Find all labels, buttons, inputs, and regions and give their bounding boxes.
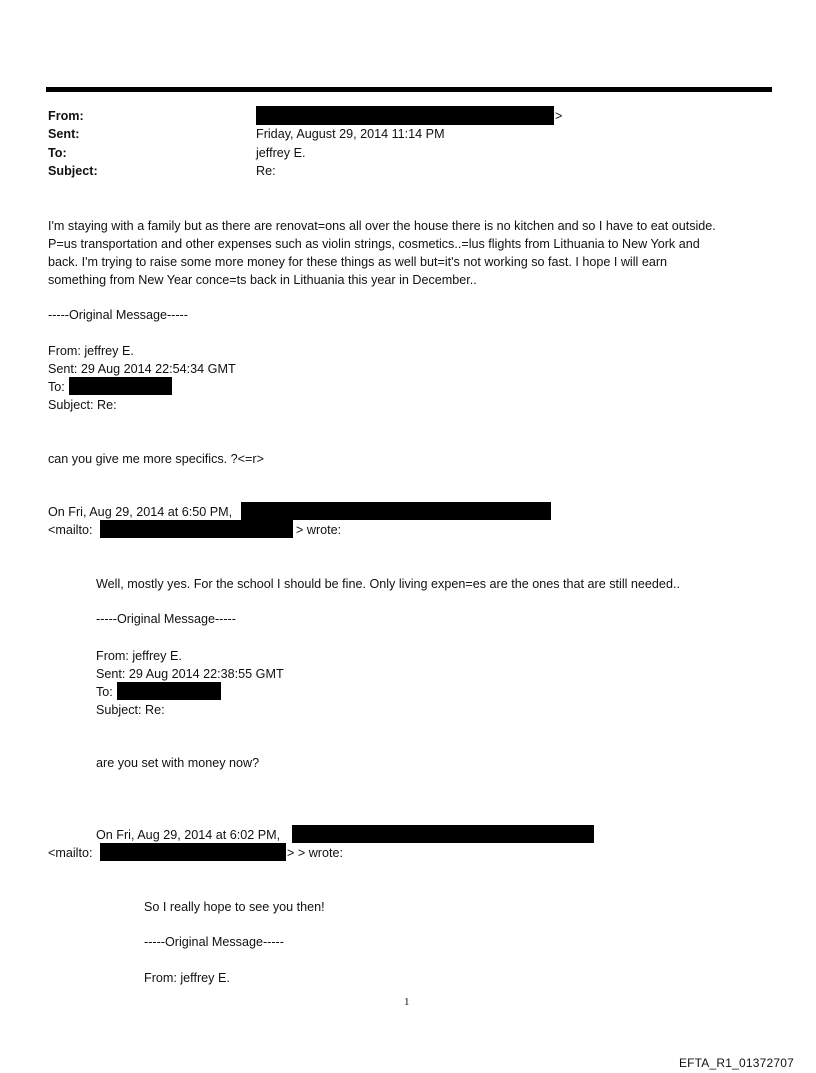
original-message-separator: -----Original Message----- — [48, 308, 188, 322]
body-line: I'm staying with a family but as there are renovat=ons all over the house there is no kitchen and so I have to eat outside. — [48, 219, 716, 233]
body-line: back. I'm trying to raise some more money for these things as well but=it's not working so fast. I hope I will earn — [48, 255, 668, 269]
quote1-on-line: On Fri, Aug 29, 2014 at 6:02 PM, — [96, 828, 281, 842]
quote2-from: From: jeffrey E. — [144, 971, 230, 985]
quote1-text: Well, mostly yes. For the school I should be fine. Only living expen=es are the ones that are still needed.. — [96, 577, 680, 591]
quote1-wrote: > > wrote: — [287, 846, 344, 860]
body-line: something from New Year conce=ts back in Lithuania this year in December.. — [48, 273, 477, 287]
redacted-from — [256, 106, 554, 125]
redacted-quote1-sender — [292, 825, 594, 843]
sent-value: Friday, August 29, 2014 11:14 PM — [256, 127, 445, 141]
sent-label: Sent: — [48, 127, 80, 141]
quote1-mailto: <mailto: — [48, 846, 93, 860]
quote1-sent: Sent: 29 Aug 2014 22:38:55 GMT — [96, 667, 284, 681]
subject-label: Subject: — [48, 164, 98, 178]
redacted-orig1-email — [100, 520, 293, 538]
from-suffix: > — [555, 109, 563, 123]
redacted-orig1-sender — [241, 502, 551, 520]
orig1-sent: Sent: 29 Aug 2014 22:54:34 GMT — [48, 362, 236, 376]
quote1-message: are you set with money now? — [96, 756, 260, 770]
orig1-subject: Subject: Re: — [48, 398, 117, 412]
to-label: To: — [48, 146, 67, 160]
orig1-wrote: > wrote: — [296, 523, 342, 537]
orig1-from: From: jeffrey E. — [48, 344, 134, 358]
quote1-to: To: — [96, 685, 113, 699]
redacted-orig1-to — [69, 377, 172, 395]
body-line: P=us transportation and other expenses such as violin strings, cosmetics..=lus flights from Lithuania to New York and — [48, 237, 700, 251]
quote1-separator: -----Original Message----- — [96, 612, 236, 626]
orig1-message: can you give me more specifics. ?<=r> — [48, 452, 264, 466]
subject-value: Re: — [256, 164, 276, 178]
from-label: From: — [48, 109, 84, 123]
orig1-on-line: On Fri, Aug 29, 2014 at 6:50 PM, — [48, 505, 233, 519]
quote1-from: From: jeffrey E. — [96, 649, 182, 663]
orig1-mailto: <mailto: — [48, 523, 93, 537]
redacted-quote1-to — [117, 682, 221, 700]
quote2-text: So I really hope to see you then! — [144, 900, 325, 914]
redacted-quote1-email — [100, 843, 286, 861]
quote1-subject: Subject: Re: — [96, 703, 165, 717]
quote2-separator: -----Original Message----- — [144, 935, 284, 949]
page-number: 1 — [404, 996, 410, 1008]
orig1-to: To: — [48, 380, 65, 394]
document-id: EFTA_R1_01372707 — [678, 1056, 794, 1070]
header-rule — [46, 87, 772, 92]
to-value: jeffrey E. — [256, 146, 306, 160]
body-paragraph — [48, 217, 778, 289]
